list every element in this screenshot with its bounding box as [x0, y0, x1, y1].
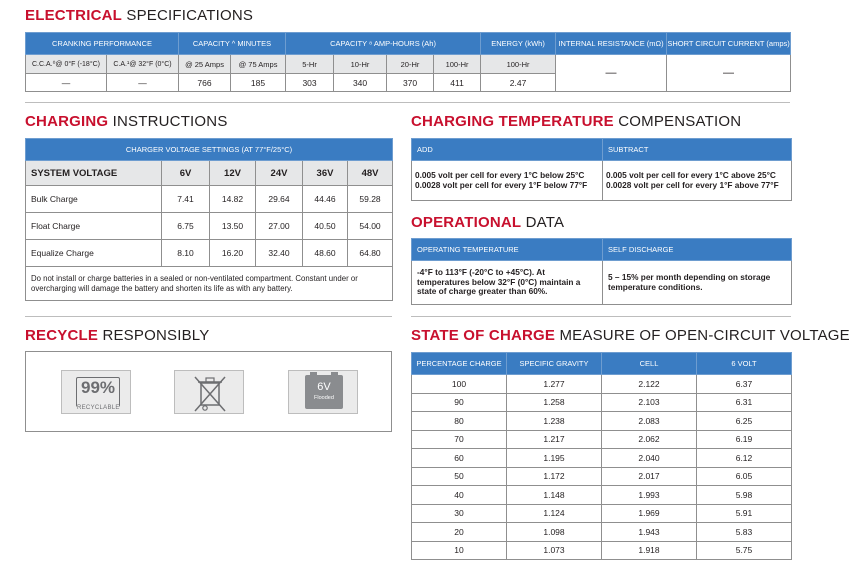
resistance-value: —: [556, 55, 667, 92]
soc-six-volt-cell: 6.19: [697, 430, 792, 449]
temperature-title-rest: COMPENSATION: [613, 113, 742, 130]
soc-gravity-cell: 1.217: [507, 430, 602, 449]
float-48v: 54.00: [348, 213, 393, 240]
voltage-36v: 36V: [303, 161, 348, 186]
charging-table: [25, 138, 393, 301]
value-25amps: 766: [179, 74, 231, 92]
divider: [25, 102, 790, 103]
electrical-title: [25, 7, 253, 24]
system-voltage-label: SYSTEM VOLTAGE: [26, 161, 162, 186]
soc-cell-voltage-cell: 2.122: [602, 375, 697, 394]
soc-row: [412, 430, 792, 449]
soc-percentage-cell: 60: [412, 449, 507, 468]
soc-six-volt-cell: 5.91: [697, 504, 792, 523]
soc-gravity-cell: 1.258: [507, 393, 602, 412]
soc-six-volt-cell: 5.83: [697, 523, 792, 542]
soc-percentage-cell: 70: [412, 430, 507, 449]
electrical-table: [25, 32, 791, 92]
voltage-6v: 6V: [162, 161, 210, 186]
subtract-header: SUBTRACT: [603, 139, 792, 161]
crossed-bin-icon: [175, 371, 245, 415]
soc-cell-voltage-cell: 1.969: [602, 504, 697, 523]
bulk-36v: 44.46: [303, 186, 348, 213]
charging-title-bold: CHARGING: [25, 113, 109, 130]
self-discharge-text: 5 – 15% per month depending on storage temperature conditions.: [603, 261, 792, 305]
cell-header: CELL: [602, 353, 697, 375]
soc-gravity-cell: 1.277: [507, 375, 602, 394]
short-circuit-header: SHORT CIRCUIT CURRENT (amps): [667, 33, 791, 55]
float-24v: 27.00: [256, 213, 303, 240]
soc-percentage-cell: 100: [412, 375, 507, 394]
recycle-percent-icon: [76, 377, 120, 411]
soc-cell-voltage-cell: 2.040: [602, 449, 697, 468]
percentage-charge-header: PERCENTAGE CHARGE: [412, 353, 507, 375]
temperature-title: [411, 113, 741, 130]
float-charge-label: Float Charge: [26, 213, 162, 240]
soc-row: [412, 449, 792, 468]
soc-six-volt-cell: 6.37: [697, 375, 792, 394]
soc-cell-voltage-cell: 2.103: [602, 393, 697, 412]
value-10hr: 340: [334, 74, 387, 92]
value-ca: —: [107, 74, 179, 92]
bulk-24v: 29.64: [256, 186, 303, 213]
capacity-ah-header: CAPACITY ⁸ AMP-HOURS (Ah): [286, 33, 481, 55]
soc-percentage-cell: 80: [412, 412, 507, 431]
equalize-12v: 16.20: [210, 240, 256, 267]
soc-cell-voltage-cell: 2.083: [602, 412, 697, 431]
soc-row: [412, 541, 792, 560]
recycle-title-rest: RESPONSIBLY: [98, 327, 210, 344]
recyclable-badge: [61, 370, 131, 414]
subheader-5hr: 5-Hr: [286, 55, 334, 74]
soc-percentage-cell: 90: [412, 393, 507, 412]
soc-row: [412, 467, 792, 486]
value-energy: 2.47: [481, 74, 556, 92]
equalize-48v: 64.80: [348, 240, 393, 267]
soc-six-volt-cell: 5.98: [697, 486, 792, 505]
soc-six-volt-cell: 6.05: [697, 467, 792, 486]
bulk-48v: 59.28: [348, 186, 393, 213]
soc-title-bold: STATE OF CHARGE: [411, 327, 556, 344]
six-volt-header: 6 VOLT: [697, 353, 792, 375]
subheader-75amps: @ 75 Amps: [231, 55, 286, 74]
soc-row: [412, 393, 792, 412]
resistance-header: INTERNAL RESISTANCE (mΩ): [556, 33, 667, 55]
battery-icon: [305, 375, 343, 409]
soc-gravity-cell: 1.172: [507, 467, 602, 486]
charging-title: [25, 113, 228, 130]
electrical-title-rest: SPECIFICATIONS: [122, 7, 254, 24]
operating-temperature-header: OPERATING TEMPERATURE: [412, 239, 603, 261]
operational-title-bold: OPERATIONAL: [411, 214, 522, 231]
soc-table: [411, 352, 792, 560]
add-line-celsius: 0.005 volt per cell for every 1°C below 25°C: [415, 169, 585, 180]
soc-gravity-cell: 1.195: [507, 449, 602, 468]
soc-gravity-cell: 1.148: [507, 486, 602, 505]
equalize-36v: 48.60: [303, 240, 348, 267]
battery-voltage: 6V: [317, 381, 331, 393]
recycle-title-bold: RECYCLE: [25, 327, 99, 344]
soc-cell-voltage-cell: 1.943: [602, 523, 697, 542]
soc-row: [412, 486, 792, 505]
temperature-table: [411, 138, 792, 201]
charging-note: Do not install or charge batteries in a sealed or non-ventilated compartment. Constant under or overcharging will damage the battery and shorten its life as with any battery.: [26, 267, 393, 301]
no-trash-badge: [174, 370, 244, 414]
soc-percentage-cell: 30: [412, 504, 507, 523]
soc-row: [412, 412, 792, 431]
operational-table: [411, 238, 792, 305]
equalize-24v: 32.40: [256, 240, 303, 267]
subtract-line-fahrenheit: 0.0028 volt per cell for every 1°F above 77°F: [606, 179, 779, 190]
short-circuit-value: —: [667, 55, 791, 92]
subheader-20hr: 20-Hr: [387, 55, 434, 74]
add-line-fahrenheit: 0.0028 volt per cell for every 1°F below 77°F: [415, 179, 588, 190]
bulk-12v: 14.82: [210, 186, 256, 213]
value-100hr: 411: [434, 74, 481, 92]
recycle-title: [25, 327, 209, 344]
divider: [411, 316, 791, 317]
self-discharge-header: SELF DISCHARGE: [603, 239, 792, 261]
subheader-100hr: 100-Hr: [434, 55, 481, 74]
equalize-charge-label: Equalize Charge: [26, 240, 162, 267]
soc-percentage-cell: 10: [412, 541, 507, 560]
soc-gravity-cell: 1.098: [507, 523, 602, 542]
value-cca: —: [26, 74, 107, 92]
capacity-minutes-header: CAPACITY ^ MINUTES: [179, 33, 286, 55]
value-20hr: 370: [387, 74, 434, 92]
operational-title-rest: DATA: [521, 214, 565, 231]
soc-title-rest: MEASURE OF OPEN-CIRCUIT VOLTAGE: [555, 327, 850, 344]
soc-gravity-cell: 1.073: [507, 541, 602, 560]
recyclable-label: RECYCLABLE: [77, 405, 120, 411]
value-75amps: 185: [231, 74, 286, 92]
float-6v: 6.75: [162, 213, 210, 240]
specific-gravity-header: SPECIFIC GRAVITY: [507, 353, 602, 375]
float-12v: 13.50: [210, 213, 256, 240]
add-cell: [412, 161, 603, 201]
add-header: ADD: [412, 139, 603, 161]
operational-title: [411, 214, 564, 231]
soc-six-volt-cell: 6.25: [697, 412, 792, 431]
soc-six-volt-cell: 6.12: [697, 449, 792, 468]
soc-title: [411, 327, 850, 344]
charger-settings-header: CHARGER VOLTAGE SETTINGS (AT 77°F/25°C): [26, 139, 393, 161]
bulk-6v: 7.41: [162, 186, 210, 213]
subtract-cell: [603, 161, 792, 201]
soc-percentage-cell: 50: [412, 467, 507, 486]
subheader-cca: C.C.A.⁰@ 0°F (-18°C): [26, 55, 107, 74]
soc-cell-voltage-cell: 2.062: [602, 430, 697, 449]
soc-percentage-cell: 40: [412, 486, 507, 505]
subheader-ca: C.A.¹@ 32°F (0°C): [107, 55, 179, 74]
voltage-48v: 48V: [348, 161, 393, 186]
temperature-title-bold: CHARGING TEMPERATURE: [411, 113, 614, 130]
electrical-title-bold: ELECTRICAL: [25, 7, 122, 24]
float-36v: 40.50: [303, 213, 348, 240]
soc-gravity-cell: 1.124: [507, 504, 602, 523]
soc-cell-voltage-cell: 1.993: [602, 486, 697, 505]
soc-percentage-cell: 20: [412, 523, 507, 542]
soc-gravity-cell: 1.238: [507, 412, 602, 431]
voltage-24v: 24V: [256, 161, 303, 186]
equalize-6v: 8.10: [162, 240, 210, 267]
value-5hr: 303: [286, 74, 334, 92]
divider: [25, 316, 392, 317]
recycle-panel: [25, 351, 392, 432]
voltage-12v: 12V: [210, 161, 256, 186]
subtract-line-celsius: 0.005 volt per cell for every 1°C above 25°C: [606, 169, 776, 180]
energy-header: ENERGY (kWh): [481, 33, 556, 55]
bulk-charge-label: Bulk Charge: [26, 186, 162, 213]
soc-six-volt-cell: 5.75: [697, 541, 792, 560]
charging-title-rest: INSTRUCTIONS: [108, 113, 228, 130]
soc-row: [412, 375, 792, 394]
recycle-percent: 99%: [80, 378, 116, 397]
battery-type: Flooded: [314, 395, 334, 401]
cranking-header: CRANKING PERFORMANCE: [26, 33, 179, 55]
soc-row: [412, 523, 792, 542]
soc-cell-voltage-cell: 1.918: [602, 541, 697, 560]
subheader-10hr: 10-Hr: [334, 55, 387, 74]
subheader-25amps: @ 25 Amps: [179, 55, 231, 74]
battery-badge: [288, 370, 358, 414]
soc-cell-voltage-cell: 2.017: [602, 467, 697, 486]
operating-temperature-text: -4°F to 113°F (-20°C to +45°C). At temperatures below 32°F (0°C) maintain a state of charge greater than 60%.: [412, 261, 603, 305]
soc-row: [412, 504, 792, 523]
soc-six-volt-cell: 6.31: [697, 393, 792, 412]
subheader-energy-100hr: 100-Hr: [481, 55, 556, 74]
